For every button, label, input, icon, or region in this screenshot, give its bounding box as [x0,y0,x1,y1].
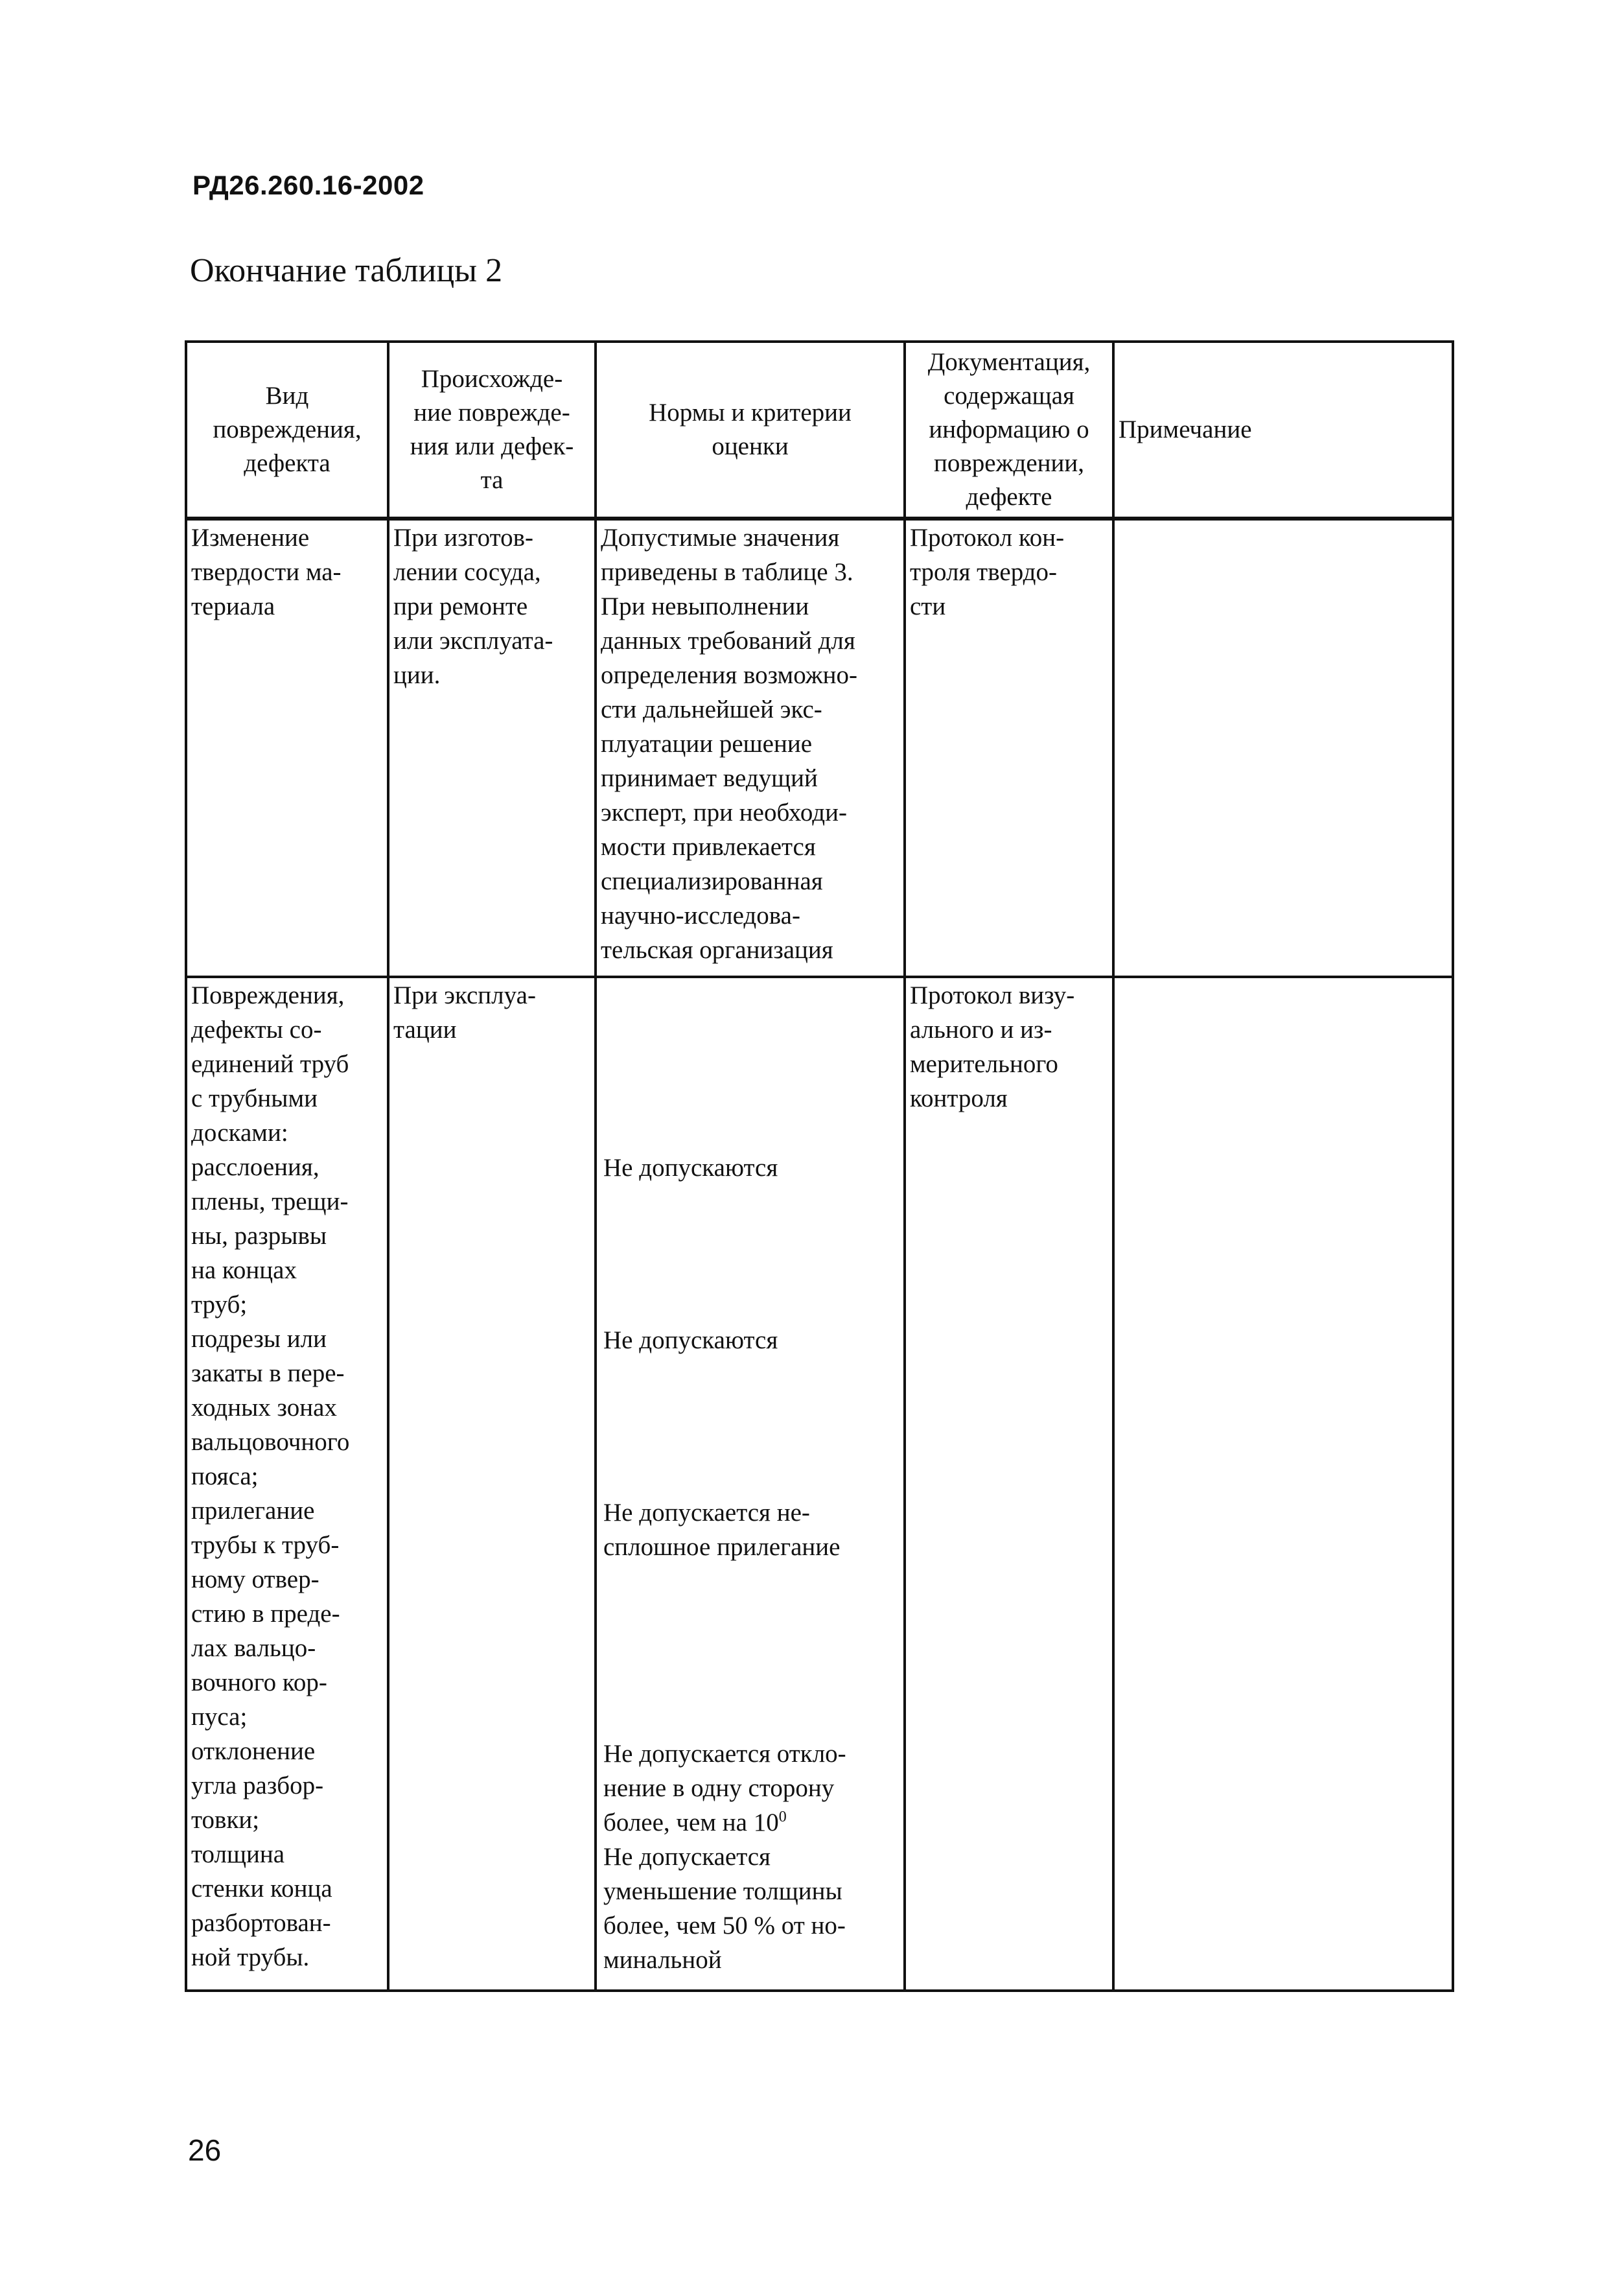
cell-line: Протокол кон- [910,524,1065,552]
cell-line: ному отвер- [191,1565,319,1593]
cell-note [1113,519,1453,977]
cell-line: При невыполнении [601,592,809,620]
document-code: РД26.260.16-2002 [192,170,424,200]
cell-line: контроля [910,1084,1008,1112]
header-line: ния или дефек- [410,432,574,460]
cell-line: или эксплуата- [393,627,553,655]
cell-line: минальной [603,1946,722,1974]
cell-line: товки; [191,1806,260,1834]
header-line: дефекте [966,483,1052,511]
cell-documentation [905,977,1113,1991]
cell-line: тации [393,1016,457,1044]
cell-line: вальцовочного [191,1428,350,1456]
cell-line: данных требований для [601,627,855,655]
table-row [186,977,1453,1991]
table-row [186,519,1453,977]
cell-line: с трубными [191,1084,318,1112]
cell-origin [388,977,596,1991]
header-line: дефекта [244,449,331,477]
cell-line: труб; [191,1291,248,1318]
cell-line: ной трубы. [191,1943,310,1971]
cell-line: лении сосуда, [393,558,541,586]
cell-criteria [596,519,905,977]
cell-line: тельская организация [601,936,833,964]
header-criteria [596,342,905,519]
header-damage-type [186,342,388,519]
cell-line: мерительного [910,1050,1058,1078]
cell-line: единений труб [191,1050,349,1078]
cell-line: сти [910,592,946,620]
cell-documentation [905,519,1113,977]
cell-line: вочного кор- [191,1669,327,1696]
cell-line: плены, трещи- [191,1188,349,1215]
cell-line: досками: [191,1119,288,1147]
cell-line: на концах [191,1256,297,1284]
cell-text: более, чем на 10 [603,1809,779,1836]
cell-line: пуса; [191,1703,248,1731]
table-header-row [186,342,1453,519]
cell-line: эксперт, при необходи- [601,799,847,826]
cell-line: толщина [191,1840,285,1868]
cell-line: плуатации решение [601,730,813,758]
cell-line: уменьшение толщины [603,1877,842,1905]
cell-line [603,1805,846,1840]
cell-line: троля твердо- [910,558,1058,586]
header-line: содержащая [944,382,1074,410]
cell-line: стенки конца [191,1875,332,1903]
cell-line: прилегание [191,1497,315,1525]
cell-line: ции. [393,661,441,689]
cell-line: Не допускается откло- [603,1740,846,1768]
cell-line: Не допускается [603,1843,771,1871]
cell-line: сти дальнейшей экс- [601,696,822,723]
header-line: Документация, [927,348,1091,376]
header-line: Вид [265,382,309,410]
cell-line: пояса; [191,1462,259,1490]
cell-note [1113,977,1453,1991]
cell-origin [388,519,596,977]
cell-line: ального и из- [910,1016,1052,1044]
cell-line: мости привлекается [601,833,816,861]
cell-line: закаты в пере- [191,1359,345,1387]
cell-line: сплошное прилегание [603,1533,841,1561]
cell-line: приведены в таблице 3. [601,558,853,586]
criteria-delamination [603,1151,778,1185]
cell-line: при ремонте [393,592,528,620]
criteria-undercuts [603,1323,778,1357]
header-documentation [905,342,1113,519]
cell-line: расслоения, [191,1153,319,1181]
criteria-fit [603,1495,840,1564]
page-number: 26 [188,2133,222,2167]
cell-damage-type [186,977,388,1991]
cell-line: Повреждения, [191,981,345,1009]
header-line: Примечание [1119,416,1252,443]
cell-damage-type [186,519,388,977]
cell-line: ходных зонах [191,1394,337,1422]
cell-line: Не допускаются [603,1154,778,1182]
cell-line: ны, разрывы [191,1222,327,1250]
cell-line: подрезы или [191,1325,327,1353]
criteria-flare-angle [603,1737,846,1977]
defects-table [185,340,1454,1992]
cell-line: териала [191,592,275,620]
cell-line: отклонение [191,1737,316,1765]
cell-line: Не допускаются [603,1326,778,1354]
cell-line: стию в преде- [191,1600,340,1628]
header-line: Происхожде- [421,365,563,393]
degree-superscript: 0 [778,1809,787,1825]
header-line: Нормы и критерии [649,399,852,427]
header-origin [388,342,596,519]
cell-line: принимает ведущий [601,764,818,792]
cell-line: твердости ма- [191,558,342,586]
cell-line: нение в одну сторону [603,1774,835,1802]
cell-line: Допустимые значения [601,524,840,552]
table-caption: Окончание таблицы 2 [190,252,503,289]
cell-line: трубы к труб- [191,1531,340,1559]
cell-line: разбортован- [191,1909,331,1937]
cell-line: При эксплуа- [393,981,536,1009]
cell-criteria [596,977,905,1991]
header-note [1113,342,1453,519]
cell-line: Протокол визу- [910,981,1075,1009]
header-line: информацию о [929,416,1089,443]
header-line: оценки [712,432,789,460]
cell-line: Не допускается не- [603,1499,810,1527]
cell-line: лах вальцо- [191,1634,316,1662]
header-line: та [480,466,504,494]
cell-line: более, чем 50 % от но- [603,1912,846,1939]
cell-line: угла разбор- [191,1772,324,1799]
cell-line: При изготов- [393,524,534,552]
cell-line: дефекты со- [191,1016,322,1044]
cell-line: определения возможно- [601,661,858,689]
cell-line: специализированная [601,867,823,895]
cell-line: научно-исследова- [601,902,800,930]
header-line: ние поврежде- [413,399,570,427]
header-line: повреждении, [933,449,1085,477]
cell-line: Изменение [191,524,310,552]
header-line: повреждения, [213,416,362,443]
